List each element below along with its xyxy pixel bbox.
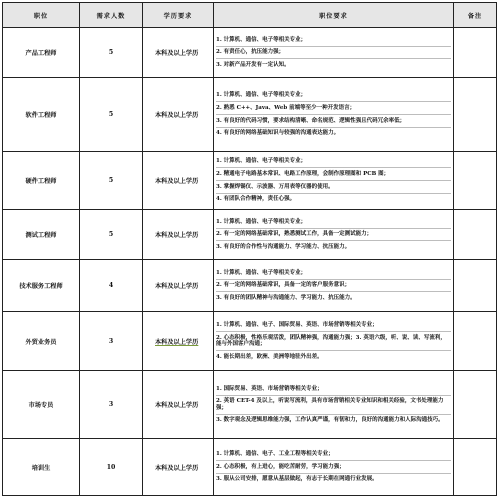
header-education: 学历要求 <box>143 3 214 28</box>
education-cell: 本科及以上学历 <box>143 152 214 210</box>
requirement-line: 3. 有良好的团队精神与沟通能力、学习能力、抗压能力。 <box>216 294 356 301</box>
education-cell: 本科及以上学历 <box>143 439 214 496</box>
requirement-line: 1. 计算机、通信、电子等相关专业； <box>216 90 451 103</box>
count-cell: 3 <box>80 312 143 371</box>
position-cell: 硬件工程师 <box>3 152 80 210</box>
requirement-line: 1. 计算机、通信、电子、国际贸易、英语、市场营销等相关专业； <box>216 319 451 332</box>
requirements-cell <box>214 28 454 78</box>
requirement-line: 1. 计算机、通信、电子等相关专业； <box>216 156 451 169</box>
requirement-line: 3. 掌握焊锡仪、示波器、万用表等仪器的使用。 <box>216 181 451 194</box>
remarks-cell <box>454 260 497 312</box>
table-header-row <box>3 3 497 28</box>
header-position: 职位 <box>3 3 80 28</box>
recruitment-table <box>2 2 497 496</box>
table-row <box>3 371 497 439</box>
requirement-line: 3. 对新产品开发有一定认知。 <box>216 61 290 68</box>
position-cell: 软件工程师 <box>3 78 80 152</box>
requirement-line: 3. 有良好的代码习惯，要求结构清晰、命名规范、逻辑性强且代码冗余率低； <box>216 115 451 128</box>
requirement-line: 3. 服从公司安排，愿意从基层做起，有志于长期在网通行业发展。 <box>216 476 378 483</box>
count-cell: 4 <box>80 260 143 312</box>
requirement-line: 1. 计算机、通信、电子等相关专业； <box>216 267 451 280</box>
header-count: 需求人数 <box>80 3 143 28</box>
requirements-cell <box>214 152 454 210</box>
requirement-line: 4. 有良好的网络基础知识与较强的沟通表达能力。 <box>216 130 340 137</box>
education-cell: 本科及以上学历 <box>143 371 214 439</box>
position-cell: 技术服务工程师 <box>3 260 80 312</box>
table-row <box>3 312 497 371</box>
requirements-cell <box>214 210 454 260</box>
count-cell: 3 <box>80 371 143 439</box>
count-cell: 5 <box>80 28 143 78</box>
remarks-cell <box>454 371 497 439</box>
requirement-line: 1. 计算机、通信、电子等相关专业； <box>216 216 451 229</box>
requirement-line: 2. 心态积极，性格乐观活泼，团队精神强，沟通能力强；3. 英语六级，听、说、读、写流利，能与外国客户沟通； <box>216 332 451 351</box>
requirement-line: 2. 英语 CET-4 及以上，听说写流利，具有市场营销相关专业知识和相关经验，文书处理能力强； <box>216 396 451 415</box>
requirement-line: 2. 有一定的网络基础常识，具备一定的客户服务意识； <box>216 280 451 293</box>
requirement-line: 2. 心态积极，有上进心，能吃苦耐劳，学习能力强； <box>216 461 451 474</box>
education-text: 本科及以上学历 <box>155 338 199 346</box>
count-cell: 5 <box>80 78 143 152</box>
requirement-line: 1. 计算机、通信、电子等相关专业； <box>216 34 451 47</box>
table-row <box>3 28 497 78</box>
table-row <box>3 152 497 210</box>
requirements-cell <box>214 439 454 496</box>
requirement-line: 3. 数字观念及逻辑思维能力强，工作认真严谨，有韧和力，良好的沟通能力和人际沟通技巧。 <box>216 417 444 424</box>
requirement-line: 4. 有团队合作精神，责任心强。 <box>216 196 296 203</box>
education-cell: 本科及以上学历 <box>143 210 214 260</box>
requirement-line: 2. 精通电子电路基本常识、电路工作原理，会制作原理图和 PCB 图； <box>216 168 451 181</box>
education-cell <box>143 312 214 371</box>
position-cell: 培训生 <box>3 439 80 496</box>
header-requirements: 职位要求 <box>214 3 454 28</box>
education-cell: 本科及以上学历 <box>143 28 214 78</box>
remarks-cell <box>454 78 497 152</box>
requirements-cell <box>214 260 454 312</box>
remarks-cell <box>454 28 497 78</box>
count-cell: 10 <box>80 439 143 496</box>
table-row <box>3 260 497 312</box>
requirement-line: 4. 能长期出差，欧洲、美洲等地驻外出差。 <box>216 353 323 360</box>
count-cell: 5 <box>80 210 143 260</box>
table-row <box>3 210 497 260</box>
requirement-line: 1. 计算机、通信、电子、工业工程等相关专业； <box>216 449 451 462</box>
position-cell: 市场专员 <box>3 371 80 439</box>
table-row <box>3 439 497 496</box>
requirement-line: 2. 有一定的网络基础常识，熟悉测试工作，具备一定测试能力； <box>216 229 451 242</box>
requirements-cell <box>214 312 454 371</box>
position-cell: 产品工程师 <box>3 28 80 78</box>
requirements-cell <box>214 78 454 152</box>
header-remarks: 备注 <box>454 3 497 28</box>
position-cell: 测试工程师 <box>3 210 80 260</box>
education-cell: 本科及以上学历 <box>143 260 214 312</box>
remarks-cell <box>454 152 497 210</box>
remarks-cell <box>454 210 497 260</box>
requirement-line: 3. 有良好的合作性与沟通能力、学习能力、抗压能力。 <box>216 243 351 250</box>
position-cell: 外贸业务员 <box>3 312 80 371</box>
requirement-line: 2. 熟悉 C++、Java、Web 前端等至少一种开发语言； <box>216 102 451 115</box>
count-cell: 5 <box>80 152 143 210</box>
remarks-cell <box>454 312 497 371</box>
table-row <box>3 78 497 152</box>
requirement-line: 1. 国际贸易、英语、市场营销等相关专业； <box>216 383 451 396</box>
education-cell: 本科及以上学历 <box>143 78 214 152</box>
requirement-line: 2. 有责任心，抗压能力强； <box>216 47 451 60</box>
requirements-cell <box>214 371 454 439</box>
remarks-cell <box>454 439 497 496</box>
